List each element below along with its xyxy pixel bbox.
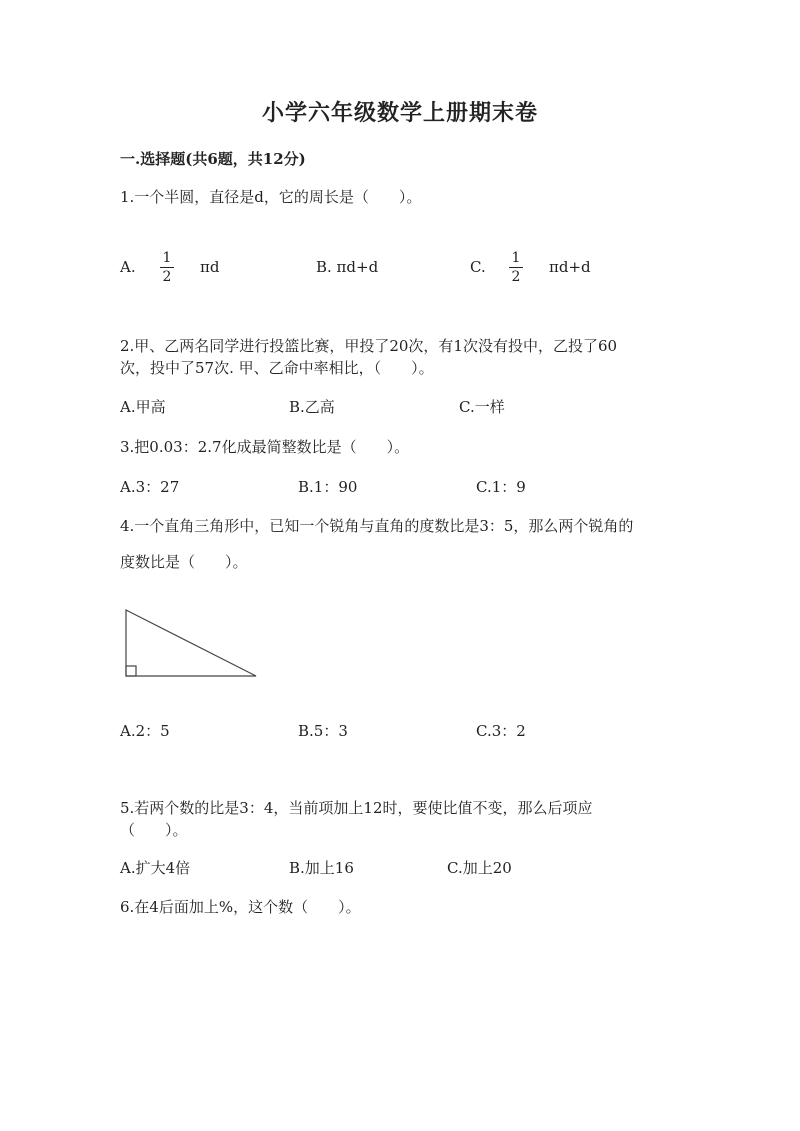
question-2-text-line-2: 次，投中了57次. 甲、乙命中率相比，（ ）。 [120,359,434,377]
q5-option-a: A.扩大4倍 [120,859,191,877]
fraction-denominator: 2 [162,269,172,285]
q3-option-c: C.1：9 [476,478,526,496]
fraction-numerator: 1 [162,250,172,266]
fraction-denominator: 2 [511,269,521,285]
section-heading-choice: 一.选择题(共6题，共12分) [120,150,306,168]
triangle-outline [126,610,256,676]
q1-option-b: B. πd+d [316,258,379,276]
question-5-text-line-2: （ ）。 [120,821,188,839]
question-4-text-line-2: 度数比是（ ）。 [120,553,248,571]
q1-option-a-label: A. [120,258,136,276]
question-5-text-line-1: 5.若两个数的比是3：4，当前项加上12时，要使比值不变，那么后项应 [120,799,593,817]
fraction-bar [160,267,174,268]
question-3-text: 3.把0.03：2.7化成最简整数比是（ ）。 [120,438,410,456]
fraction-numerator: 1 [511,250,521,266]
q1-option-c-fraction [509,250,523,285]
q4-option-c: C.3：2 [476,722,526,740]
q5-option-c: C.加上20 [447,859,512,877]
fraction-bar [509,267,523,268]
page-title: 小学六年级数学上册期末卷 [261,100,538,126]
question-1-text: 1.一个半圆，直径是d，它的周长是（ ）。 [120,188,422,206]
q4-option-b: B.5：3 [298,722,348,740]
q3-option-b: B.1：90 [298,478,358,496]
question-2-text-line-1: 2.甲、乙两名同学进行投篮比赛，甲投了20次，有1次没有投中，乙投了60 [120,337,618,355]
q5-option-b: B.加上16 [289,859,354,877]
q1-option-c-tail: πd+d [549,258,591,276]
right-angle-mark [126,666,136,676]
q4-option-a: A.2：5 [120,722,170,740]
q1-option-c-label: C. [470,258,486,276]
q2-option-a: A.甲高 [120,398,166,416]
q1-option-a-tail: πd [200,258,220,276]
q2-option-c: C.一样 [459,398,505,416]
question-6-text: 6.在4后面加上%，这个数（ ）。 [120,898,361,916]
q3-option-a: A.3：27 [120,478,180,496]
q1-option-a-fraction [160,250,174,285]
right-triangle-figure [120,606,262,680]
question-4-text-line-1: 4.一个直角三角形中，已知一个锐角与直角的度数比是3：5，那么两个锐角的 [120,517,634,535]
q2-option-b: B.乙高 [289,398,335,416]
